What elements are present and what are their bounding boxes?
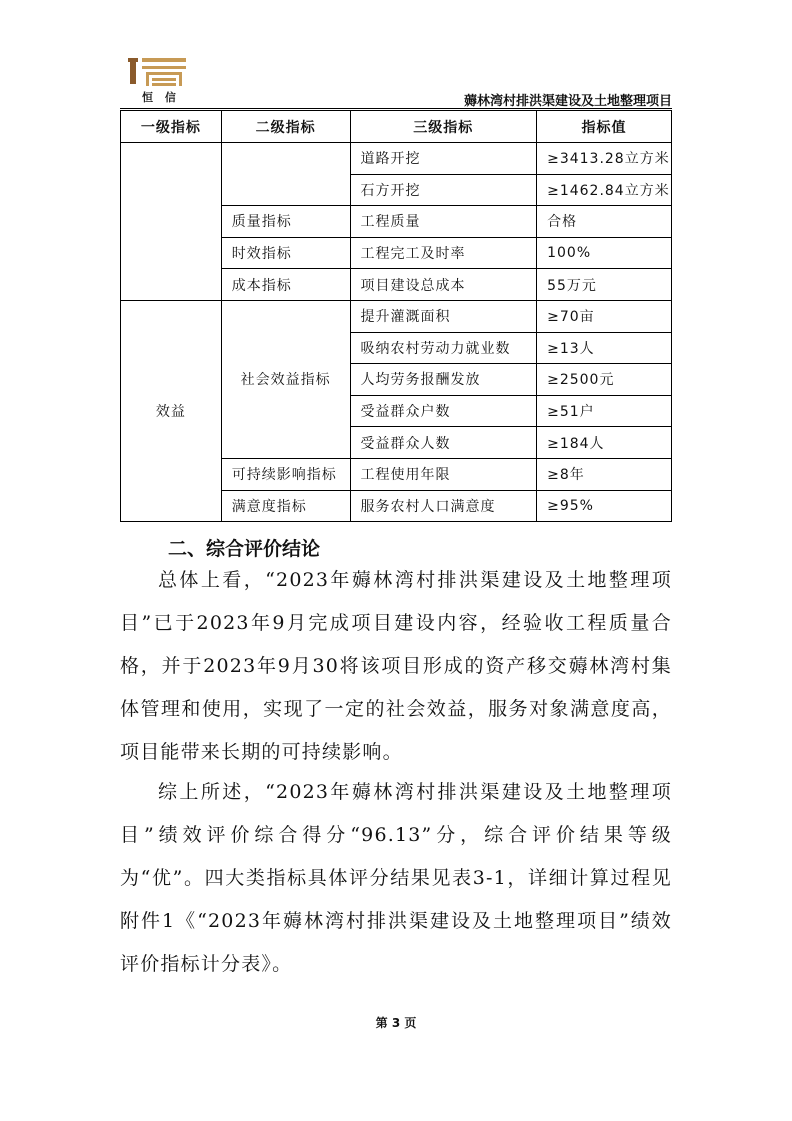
header-level2: 二级指标	[221, 111, 350, 143]
table-cell: 项目建设总成本	[350, 269, 537, 301]
table-cell: ≥13人	[537, 332, 672, 364]
table-cell: 满意度指标	[221, 490, 350, 522]
output-level1-cell	[121, 143, 222, 301]
table-cell: 质量指标	[221, 206, 350, 238]
table-cell: 吸纳农村劳动力就业数	[350, 332, 537, 364]
table-cell: 服务农村人口满意度	[350, 490, 537, 522]
benefit-level1-cell: 效益	[121, 300, 222, 521]
table-row	[121, 300, 672, 332]
table-cell: 工程完工及时率	[350, 237, 537, 269]
section-heading: 二、综合评价结论	[168, 538, 321, 560]
paragraph-summary: 总体上看，“2023年薅林湾村排洪渠建设及土地整理项目”已于2023年9月完成项目建设内容，经验收工程质量合格，并于2023年9月30将该项目形成的资产移交薅林湾村集体管理和使用，实现了一定的社会效益，服务对象满意度高，项目能带来长期的可持续影响。	[120, 569, 672, 763]
paragraph-conclusion: 综上所述，“2023年薅林湾村排洪渠建设及土地整理项目”绩效评价综合得分“96.13”分，综合评价结果等级为“优”。四大类指标具体评分结果见表3-1，详细计算过程见附件1《“2023年薅林湾村排洪渠建设及土地整理项目”绩效评价指标计分表》。	[120, 781, 672, 975]
table-cell: ≥8年	[537, 458, 672, 490]
table-cell: ≥3413.28立方米	[537, 143, 672, 175]
header-rule	[120, 108, 672, 109]
table-cell: 提升灌溉面积	[350, 300, 537, 332]
table-cell: 工程使用年限	[350, 458, 537, 490]
metrics-table	[120, 110, 672, 522]
table-cell: 合格	[537, 206, 672, 238]
table-cell: ≥95%	[537, 490, 672, 522]
table-cell: 受益群众户数	[350, 395, 537, 427]
table-cell: 道路开挖	[350, 143, 537, 175]
table-cell: ≥51户	[537, 395, 672, 427]
logo-text: 恒 信	[142, 91, 180, 104]
header-level3: 三级指标	[350, 111, 537, 143]
page-number: 第 3 页	[375, 1016, 417, 1030]
table-header-row	[121, 111, 672, 143]
table-cell: ≥2500元	[537, 364, 672, 396]
table-cell: 100%	[537, 237, 672, 269]
table-cell: 石方开挖	[350, 174, 537, 206]
table-cell: 工程质量	[350, 206, 537, 238]
header-value: 指标值	[537, 111, 672, 143]
table-cell: ≥1462.84立方米	[537, 174, 672, 206]
social-level2-cell: 社会效益指标	[221, 300, 350, 458]
header-level1: 一级指标	[121, 111, 222, 143]
table-cell: 成本指标	[221, 269, 350, 301]
table-cell: 人均劳务报酬发放	[350, 364, 537, 396]
table-cell: 可持续影响指标	[221, 458, 350, 490]
table-row	[121, 143, 672, 175]
table-cell: 受益群众人数	[350, 427, 537, 459]
header-title: 薅林湾村排洪渠建设及土地整理项目	[463, 94, 672, 109]
table-cell: 55万元	[537, 269, 672, 301]
table-cell: ≥70亩	[537, 300, 672, 332]
quantity-level2-cell	[221, 143, 350, 206]
table-cell: 时效指标	[221, 237, 350, 269]
table-cell: ≥184人	[537, 427, 672, 459]
